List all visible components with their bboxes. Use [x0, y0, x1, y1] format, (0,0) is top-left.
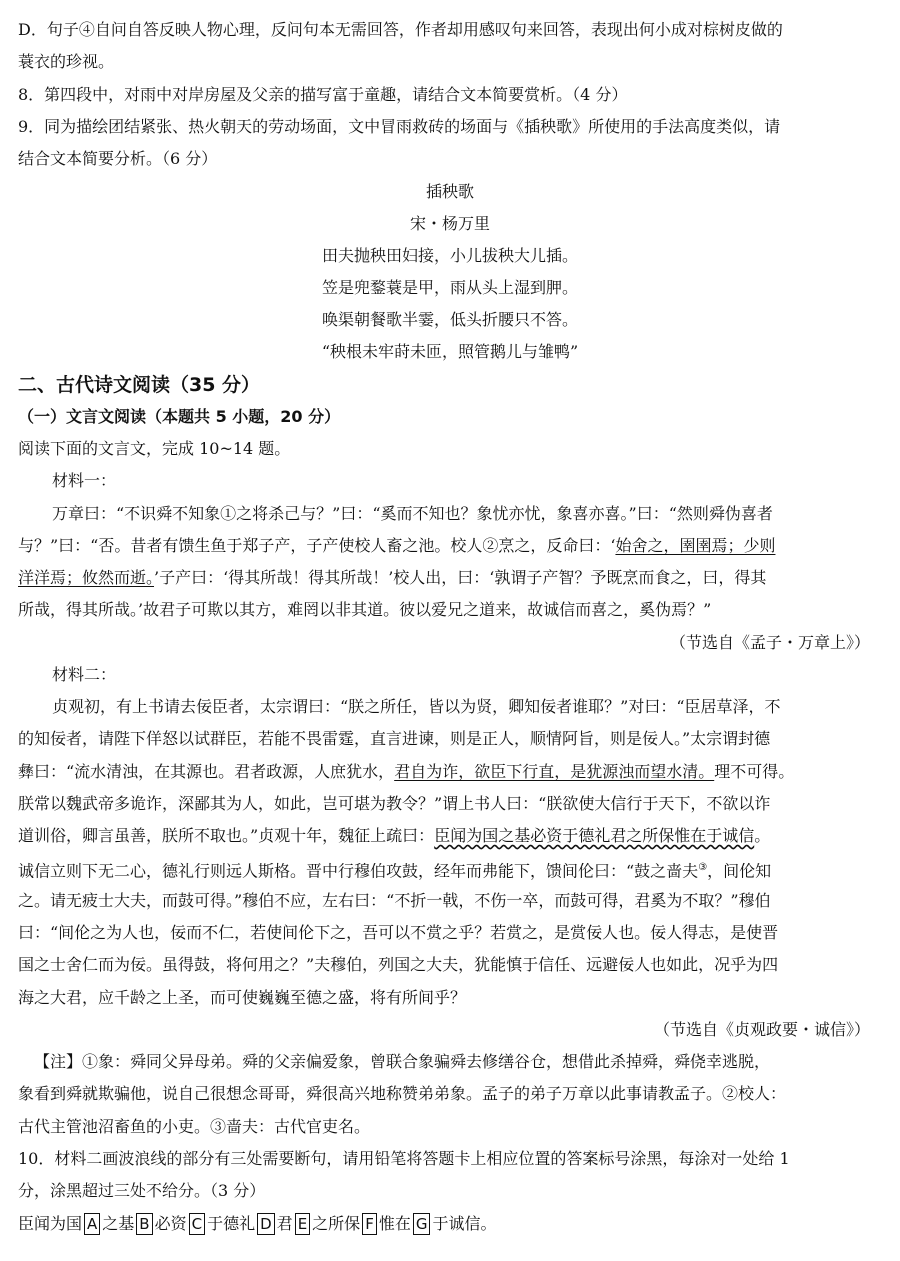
- poem-line: 笠是兜鍪蓑是甲，雨从头上湿到胛。: [321, 278, 578, 297]
- material-2-text: 。: [754, 826, 771, 845]
- material-2-text: 理不可得。: [714, 762, 795, 781]
- poem-title: 插秧歌: [425, 182, 474, 201]
- material-2-line: 贞观初，有上书请去佞臣者，太宗谓曰：“朕之所任，皆以为贤，卿知佞者谁耶？”对曰：“臣居草泽，不: [52, 697, 781, 716]
- answer-option-f[interactable]: F: [362, 1213, 377, 1235]
- sentence-segment: 必资: [154, 1214, 187, 1233]
- footnote-marker: ③: [698, 862, 708, 873]
- material-2-line: 之。请无疲士大夫，而鼓可得。”穆伯不应，左右曰：“不折一戟，不伤一卒，而鼓可得，君奚为不取？”穆伯: [18, 891, 771, 910]
- answer-option-c[interactable]: C: [189, 1213, 205, 1235]
- underlined-passage: 君自为诈，欲臣下行直，是犹源浊而望水清。: [394, 762, 715, 781]
- sentence-segment: 于德礼: [207, 1214, 256, 1233]
- sentence-break-choices: [0, 1209, 900, 1239]
- material-2-line: 海之大君，应千龄之上圣，而可使巍巍至德之盛，将有所间乎？: [18, 988, 467, 1007]
- question-9-line1: 9．同为描绘团结紧张、热火朝天的劳动场面，文中冒雨救砖的场面与《插秧歌》所使用的手法高度类似，请: [18, 117, 781, 136]
- material-2-line: 曰：“间伦之为人也，佞而不仁，若使间伦下之，吾可以不赏之乎？若赏之，是赏佞人也。佞人得志，是使晋: [18, 923, 779, 942]
- material-1-line: 万章曰：“不识舜不知象①之将杀己与？”曰：“奚而不知也？象忧亦忧，象喜亦喜。”曰：“然则舜伪喜者: [52, 504, 773, 523]
- material-2-text: 彝曰：“流水清浊，在其源也。君者政源，人庶犹水，: [18, 762, 395, 781]
- q7-option-d-line2: 蓑衣的珍视。: [18, 52, 115, 71]
- sentence-segment: 臣闻为国: [18, 1214, 83, 1233]
- underlined-passage: 洋洋焉；攸然而逝。: [18, 568, 155, 587]
- sentence-segment: 惟在: [378, 1214, 411, 1233]
- poem-line: 田夫抛秧田妇接，小儿拔秧大儿插。: [321, 246, 578, 265]
- question-10-line1: 10．材料二画波浪线的部分有三处需要断句，请用铅笔将答题卡上相应位置的答案标号涂黑，每涂对一处给 1: [18, 1149, 790, 1168]
- section-2-intro: 阅读下面的文言文，完成 10~14 题。: [18, 439, 291, 458]
- material-2-line: [0, 853, 900, 883]
- answer-option-e[interactable]: E: [295, 1213, 310, 1235]
- material-1-line: [0, 563, 900, 593]
- material-2-text: ，间伦知: [707, 861, 772, 881]
- section-2-subtitle: （一）文言文阅读（本题共 5 小题，20 分）: [18, 407, 341, 426]
- material-1-line: 所哉，得其所哉。’故君子可欺以其方，难罔以非其道。彼以爱兄之道来，故诚信而喜之，奚伪焉？”: [18, 600, 712, 619]
- answer-option-b[interactable]: B: [136, 1213, 152, 1235]
- poem-line: “秧根未牢莳未匝，照管鹅儿与雏鸭”: [321, 342, 579, 361]
- material-2-line: 国之士舍仁而为佞。虽得鼓，将何用之？”夫穆伯，列国之大夫，犹能慎于信任、远避佞人也如此，况乎为四: [18, 955, 779, 974]
- q7-option-d-line1: D．句子④自问自答反映人物心理，反问句本无需回答，作者却用感叹句来回答，表现出何小成对棕树皮做的: [18, 20, 783, 39]
- material-1-label: 材料一：: [52, 471, 117, 490]
- material-2-text: 诚信立则下无二心，德礼行则远人斯格。晋中行穆伯攻鼓，经年而弗能下，馈间伦曰：“鼓之啬夫: [18, 861, 699, 881]
- poem-line: 唤渠朝餐歌半霎，低头折腰只不答。: [321, 310, 578, 329]
- material-1-text: 与？”曰：“否。昔者有馈生鱼于郑子产，子产使校人畜之池。校人②烹之，反命曰：‘: [18, 536, 616, 555]
- answer-option-d[interactable]: D: [257, 1213, 275, 1235]
- sentence-segment: 君: [276, 1214, 293, 1233]
- material-2-line: 朕常以魏武帝多诡诈，深鄙其为人，如此，岂可堪为教令？”谓上书人曰：“朕欲使大信行于天下，不欲以诈: [18, 794, 771, 813]
- question-8: 8．第四段中，对雨中对岸房屋及父亲的描写富于童趣，请结合文本简要赏析。（4 分）: [18, 85, 628, 104]
- wavy-underlined-passage: 臣闻为国之基必资于德礼君之所保惟在于诚信: [434, 826, 755, 845]
- material-1-line: [0, 531, 900, 561]
- material-2-line: 的知佞者，请陛下佯怒以试群臣，若能不畏雷霆，直言进谏，则是正人，顺情阿旨，则是佞人。”太宗谓封德: [18, 729, 771, 748]
- sentence-segment: 之所保: [312, 1214, 361, 1233]
- material-2-line: [0, 821, 900, 851]
- material-2-source: （节选自《贞观政要・诚信》）: [653, 1020, 870, 1039]
- answer-option-a[interactable]: A: [84, 1213, 100, 1235]
- question-10-line2: 分，涂黑超过三处不给分。（3 分）: [18, 1181, 266, 1200]
- material-2-line: [0, 757, 900, 787]
- poem-author: 宋・杨万里: [409, 214, 490, 233]
- sentence-segment: 之基: [102, 1214, 135, 1233]
- question-9-line2: 结合文本简要分析。（6 分）: [18, 149, 218, 168]
- sentence-segment: 于诚信。: [432, 1214, 497, 1233]
- material-2-label: 材料二：: [52, 665, 117, 684]
- underlined-passage: 始舍之，圉圉焉；少则: [615, 536, 776, 555]
- material-1-source: （节选自《孟子・万章上》）: [669, 633, 870, 652]
- material-1-text: ’子产曰：‘得其所哉！得其所哉！’校人出，曰：‘孰谓子产智？予既烹而食之，曰，得其: [154, 568, 767, 587]
- annotation-line: 【注】①象：舜同父异母弟。舜的父亲偏爱象，曾联合象骗舜去修缮谷仓，想借此杀掉舜，舜侥幸逃脱，: [34, 1052, 771, 1071]
- material-2-text: 道训俗，卿言虽善，朕所不取也。”贞观十年，魏征上疏曰：: [18, 826, 435, 845]
- annotation-line: 古代主管池沼畜鱼的小吏。③啬夫：古代官吏名。: [18, 1117, 371, 1136]
- annotation-line: 象看到舜就欺骗他，说自己很想念哥哥，舜很高兴地称赞弟弟象。孟子的弟子万章以此事请教孟子。②校人：: [18, 1084, 787, 1103]
- section-2-title: 二、古代诗文阅读（35 分）: [18, 374, 261, 396]
- answer-option-g[interactable]: G: [413, 1213, 431, 1235]
